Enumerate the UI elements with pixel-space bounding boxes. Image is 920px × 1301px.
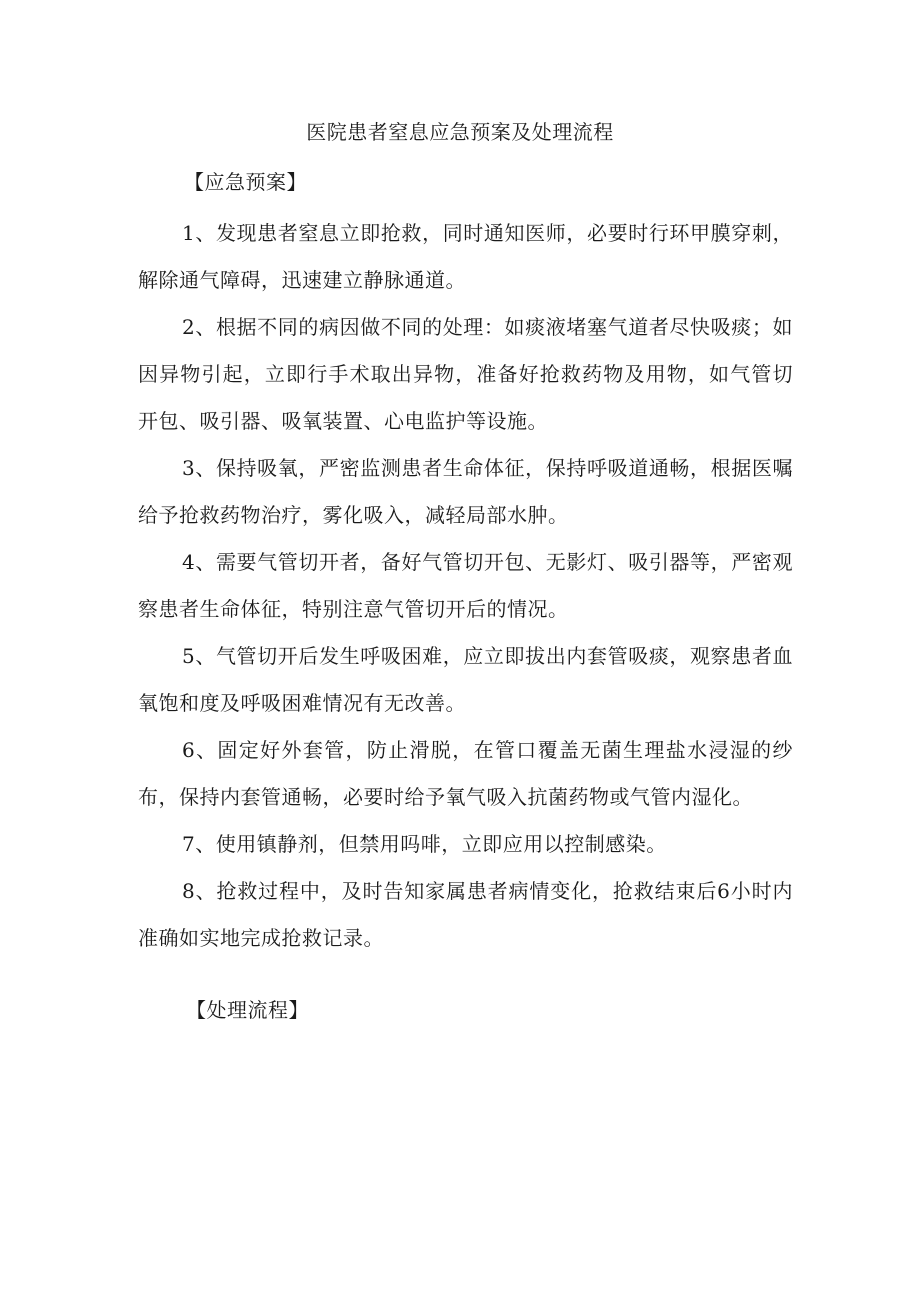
document-title: 医院患者窒息应急预案及处理流程: [306, 120, 614, 144]
section-heading-emergency-plan: 【应急预案】: [184, 170, 307, 194]
list-item: 5、气管切开后发生呼吸困难，应立即拔出内套管吸痰，观察患者血氧饱和度及呼吸困难情况有无改善。: [138, 644, 793, 715]
list-item: 1、发现患者窒息立即抢救，同时通知医师，必要时行环甲膜穿刺，解除通气障碍，迅速建立静脉通道。: [138, 221, 793, 292]
list-item: 8、抢救过程中，及时告知家属患者病情变化，抢救结束后6小时内准确如实地完成抢救记录。: [138, 879, 793, 950]
list-item: 6、固定好外套管，防止滑脱，在管口覆盖无菌生理盐水浸湿的纱布，保持内套管通畅，必要时给予氧气吸入抗菌药物或气管内湿化。: [138, 738, 793, 809]
list-item: 4、需要气管切开者，备好气管切开包、无影灯、吸引器等，严密观察患者生命体征，特别注意气管切开后的情况。: [138, 550, 793, 621]
list-item: 2、根据不同的病因做不同的处理：如痰液堵塞气道者尽快吸痰；如因异物引起，立即行手术取出异物，准备好抢救药物及用物，如气管切开包、吸引器、吸氧装置、心电监护等设施。: [138, 315, 793, 433]
document-body: [138, 210, 793, 962]
section-heading-process-flow: 【处理流程】: [186, 998, 309, 1022]
list-item: 3、保持吸氧，严密监测患者生命体征，保持呼吸道通畅，根据医嘱给予抢救药物治疗，雾化吸入，减轻局部水肿。: [138, 456, 793, 527]
list-item: 7、使用镇静剂，但禁用吗啡，立即应用以控制感染。: [182, 832, 667, 856]
